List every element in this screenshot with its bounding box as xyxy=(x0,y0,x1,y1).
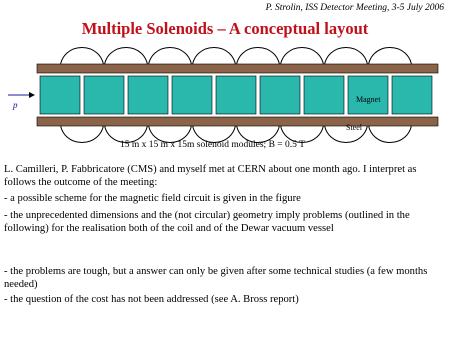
bullet-item: - the problems are tough, but a answer can only be given after some technical studies (a few months needed) xyxy=(4,266,428,291)
slide-title: Multiple Solenoids – A conceptual layout xyxy=(81,19,369,38)
magnet-module xyxy=(392,76,432,114)
magnet-module xyxy=(304,76,344,114)
bullet-item: - a possible scheme for the magnetic field circuit is given in the figure xyxy=(4,193,301,204)
magnet-module xyxy=(216,76,256,114)
magnet-module xyxy=(128,76,168,114)
bullet-item: - the unprecedented dimensions and the (not circular) geometry imply problems (outlined in the following) for the realisation both of the coil and of the Dewar vacuum vessel xyxy=(4,210,410,235)
magnet-module xyxy=(40,76,80,114)
magnet-label: Magnet xyxy=(356,95,381,104)
steel-label: Steel xyxy=(346,123,362,132)
steel-bottom xyxy=(37,117,438,126)
steel-top xyxy=(37,64,438,73)
figure-caption: 15 m x 15 m x 15m solenoid modules; B = 0.5 T xyxy=(120,140,305,150)
magnet-module xyxy=(84,76,124,114)
intro-paragraph: L. Camilleri, P. Fabbricatore (CMS) and myself met at CERN about one month ago. I interpret as follows the outcome of the meeting: xyxy=(4,164,417,189)
magnet-module xyxy=(172,76,212,114)
magnet-module xyxy=(260,76,300,114)
beam-label: p xyxy=(13,100,18,110)
bullet-item: - the question of the cost has not been addressed (see A. Bross report) xyxy=(4,294,299,305)
meeting-header: P. Strolin, ISS Detector Meeting, 3-5 July 2006 xyxy=(265,3,444,13)
